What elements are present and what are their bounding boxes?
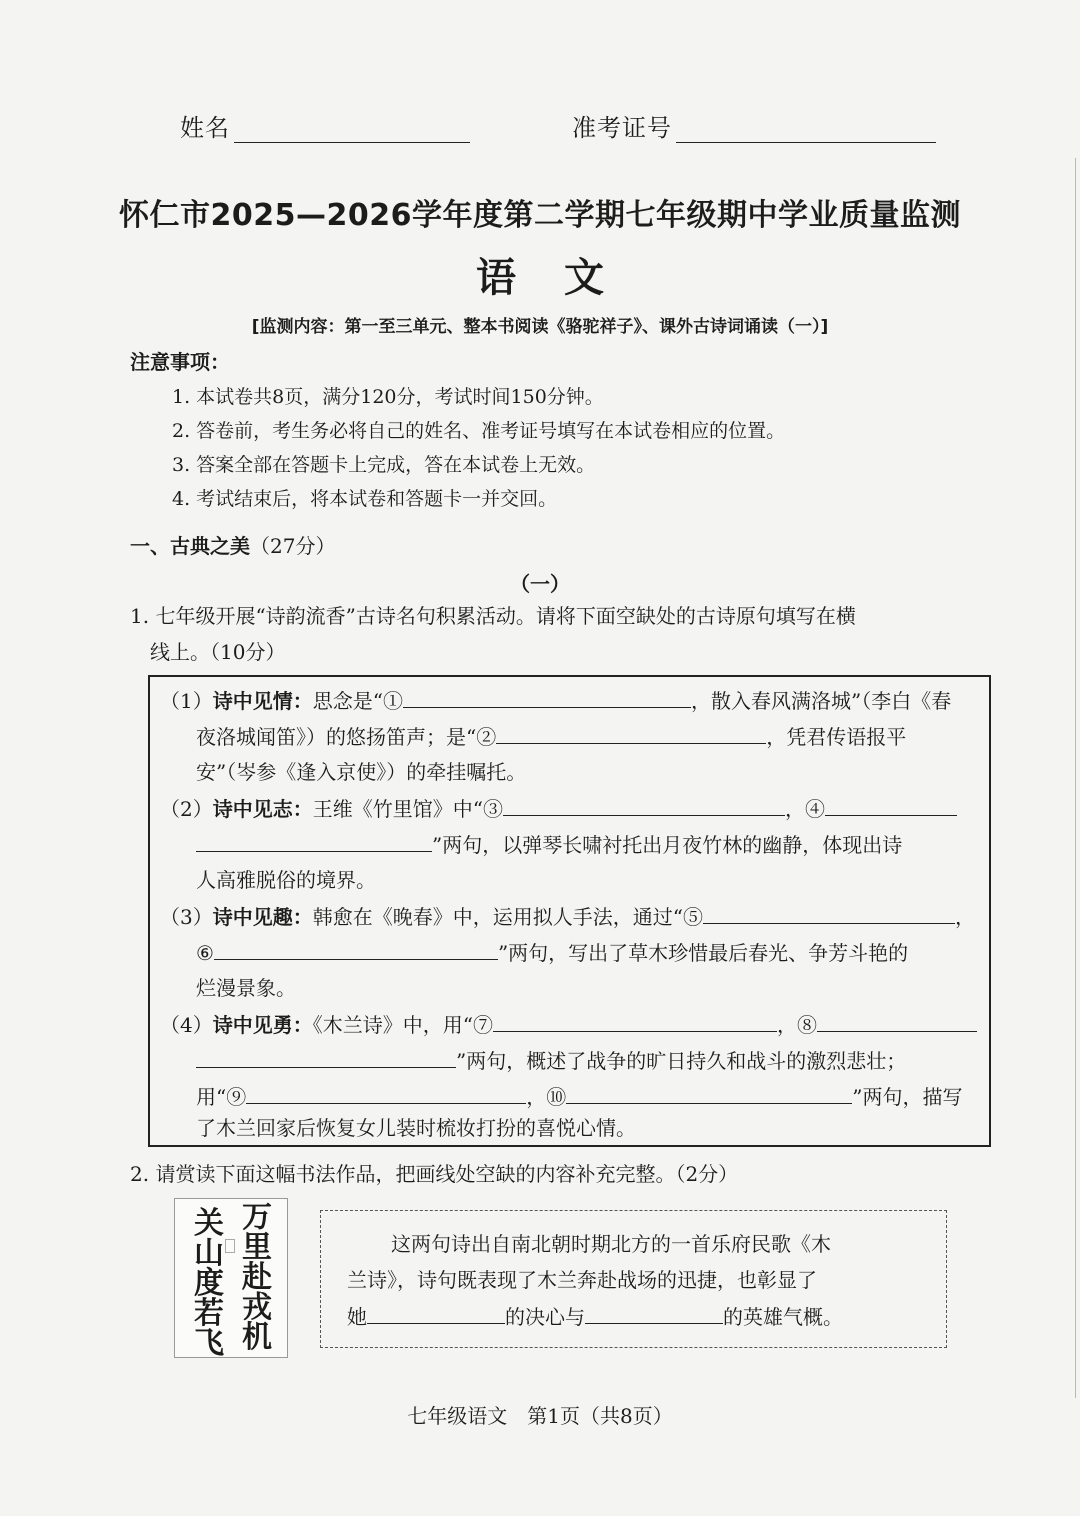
item-text: ，⑧ <box>776 1013 817 1037</box>
name-label: 姓名 <box>180 114 230 142</box>
item-4-line-1 <box>160 1009 977 1040</box>
exam-scope: [监测内容：第一至三单元、整本书阅读《骆驼祥子》、课外古诗词诵读（一）] <box>251 317 829 337</box>
item-text: ， <box>954 905 975 929</box>
notice-item: 2. 答卷前，考生务必将自己的姓名、准考证号填写在本试卷相应的位置。 <box>172 420 786 442</box>
item-text: 韩愈在《晚春》中，运用拟人手法，通过“⑤ <box>312 905 703 929</box>
calligraphy-left-column <box>189 1206 229 1361</box>
item-text: ，④ <box>784 797 825 821</box>
item-text: ”两句，写出了草木珍惜最后春光、争芳斗艳的 <box>497 941 909 965</box>
answer-blank-10[interactable] <box>566 1081 852 1104</box>
answer-blank-2[interactable] <box>496 721 766 744</box>
page-footer: 七年级语文 第1页（共8页） <box>407 1404 673 1428</box>
notice-item: 1. 本试卷共8页，满分120分，考试时间150分钟。 <box>172 386 604 408</box>
notice-heading: 注意事项： <box>130 350 230 374</box>
item-1-line-1 <box>160 685 951 716</box>
item-text: 的决心与 <box>505 1305 585 1329</box>
item-text: ”两句，以弹琴长啸衬托出月夜竹林的幽静，体现出诗 <box>432 833 903 857</box>
calligraphy-text: 关 山 度 若 飞 <box>194 1206 224 1361</box>
exam-title: 怀仁市2025—2026学年度第二学期七年级期中学业质量监测 <box>119 198 961 233</box>
name-blank <box>234 116 470 143</box>
item-text: ⑥ <box>196 941 214 965</box>
item-4-line-2 <box>196 1045 906 1076</box>
section-points: （27分） <box>250 534 336 558</box>
item-text: ，⑩ <box>526 1085 567 1109</box>
question-2-prompt: 2. 请赏读下面这幅书法作品，把画线处空缺的内容补充完整。（2分） <box>130 1162 739 1186</box>
section-heading <box>130 530 335 559</box>
item-text: 的英雄气概。 <box>723 1305 843 1329</box>
item-2-line-3: 人高雅脱俗的境界。 <box>196 868 376 892</box>
question-1-prompt: 1. 七年级开展“诗韵流香”古诗名句积累活动。请将下面空缺处的古诗原句填写在横 <box>130 604 856 628</box>
item-3-line-3: 烂漫景象。 <box>196 976 296 1000</box>
notice-item: 3. 答案全部在答题卡上完成，答在本试卷上无效。 <box>172 454 596 476</box>
item-text: 她 <box>347 1305 367 1329</box>
answer-blank-6[interactable] <box>214 937 498 960</box>
calligraphy-artwork <box>174 1198 288 1361</box>
answer-blank-q2-2[interactable] <box>585 1301 723 1324</box>
item-4-line-4: 了木兰回家后恢复女儿装时梳妆打扮的喜悦心情。 <box>196 1116 636 1140</box>
question-2-box <box>320 1210 947 1348</box>
item-title: 诗中见志： <box>212 797 313 821</box>
answer-blank-3[interactable] <box>503 793 785 816</box>
subject-title: 语文 <box>476 255 652 301</box>
item-text: 用“⑨ <box>196 1085 247 1109</box>
answer-blank-5[interactable] <box>703 901 955 924</box>
item-text: 《木兰诗》中，用“⑦ <box>312 1013 493 1037</box>
question-1-prompt-cont: 线上。（10分） <box>150 640 286 664</box>
ticket-label: 准考证号 <box>572 114 672 142</box>
answer-blank-4[interactable] <box>825 793 957 816</box>
item-title: 诗中见趣： <box>212 905 313 929</box>
q2-box-line-2: 兰诗》，诗句既表现了木兰奔赴战场的迅捷，也彰显了 <box>347 1268 817 1292</box>
ticket-field <box>572 108 936 143</box>
calligraphy-right-column <box>237 1200 277 1355</box>
item-text: 夜洛城闻笛》）的悠扬笛声；是“② <box>196 725 497 749</box>
item-label: （4） <box>160 1013 213 1037</box>
item-text: 王维《竹里馆》中“③ <box>312 797 503 821</box>
section-title: 一、古典之美 <box>130 534 250 558</box>
q2-box-line-1: 这两句诗出自南北朝时期北方的一首乐府民歌《木 <box>391 1232 831 1256</box>
item-1-line-3: 安”（岑参《逢入京使》）的牵挂嘱托。 <box>196 760 527 784</box>
item-2-line-2 <box>196 829 902 860</box>
item-label: （1） <box>160 689 213 713</box>
answer-blank-4-cont[interactable] <box>196 829 432 852</box>
item-title: 诗中见勇： <box>212 1013 313 1037</box>
ticket-blank <box>676 116 936 143</box>
answer-blank-1[interactable] <box>403 685 691 708</box>
item-1-line-2 <box>196 721 906 752</box>
item-3-line-2 <box>196 937 908 968</box>
name-field <box>180 108 470 143</box>
question-1-box <box>148 675 991 1147</box>
q2-box-line-3 <box>347 1301 843 1332</box>
answer-blank-9[interactable] <box>246 1081 526 1104</box>
part-heading: （一） <box>510 572 570 596</box>
item-title: 诗中见情： <box>212 689 313 713</box>
page-edge-line <box>1075 158 1076 1398</box>
answer-blank-8-cont[interactable] <box>196 1045 456 1068</box>
item-2-line-1 <box>160 793 957 824</box>
candidate-info <box>0 108 1080 148</box>
item-text: 思念是“① <box>312 689 403 713</box>
item-label: （3） <box>160 905 213 929</box>
answer-blank-q2-1[interactable] <box>367 1301 505 1324</box>
notice-item: 4. 考试结束后，将本试卷和答题卡一并交回。 <box>172 488 558 510</box>
answer-blank-7[interactable] <box>493 1009 777 1032</box>
item-text: ”两句，描写 <box>852 1085 963 1109</box>
item-label: （2） <box>160 797 213 821</box>
item-4-line-3 <box>196 1081 962 1112</box>
item-3-line-1 <box>160 901 975 932</box>
answer-blank-8[interactable] <box>817 1009 977 1032</box>
item-text: ”两句，概述了战争的旷日持久和战斗的激烈悲壮； <box>456 1049 907 1073</box>
item-text: ，散入春风满洛城”（李白《春 <box>690 689 952 713</box>
calligraphy-text: 万 里 赴 戎 机 <box>242 1200 272 1355</box>
item-text: ，凭君传语报平 <box>766 725 907 749</box>
